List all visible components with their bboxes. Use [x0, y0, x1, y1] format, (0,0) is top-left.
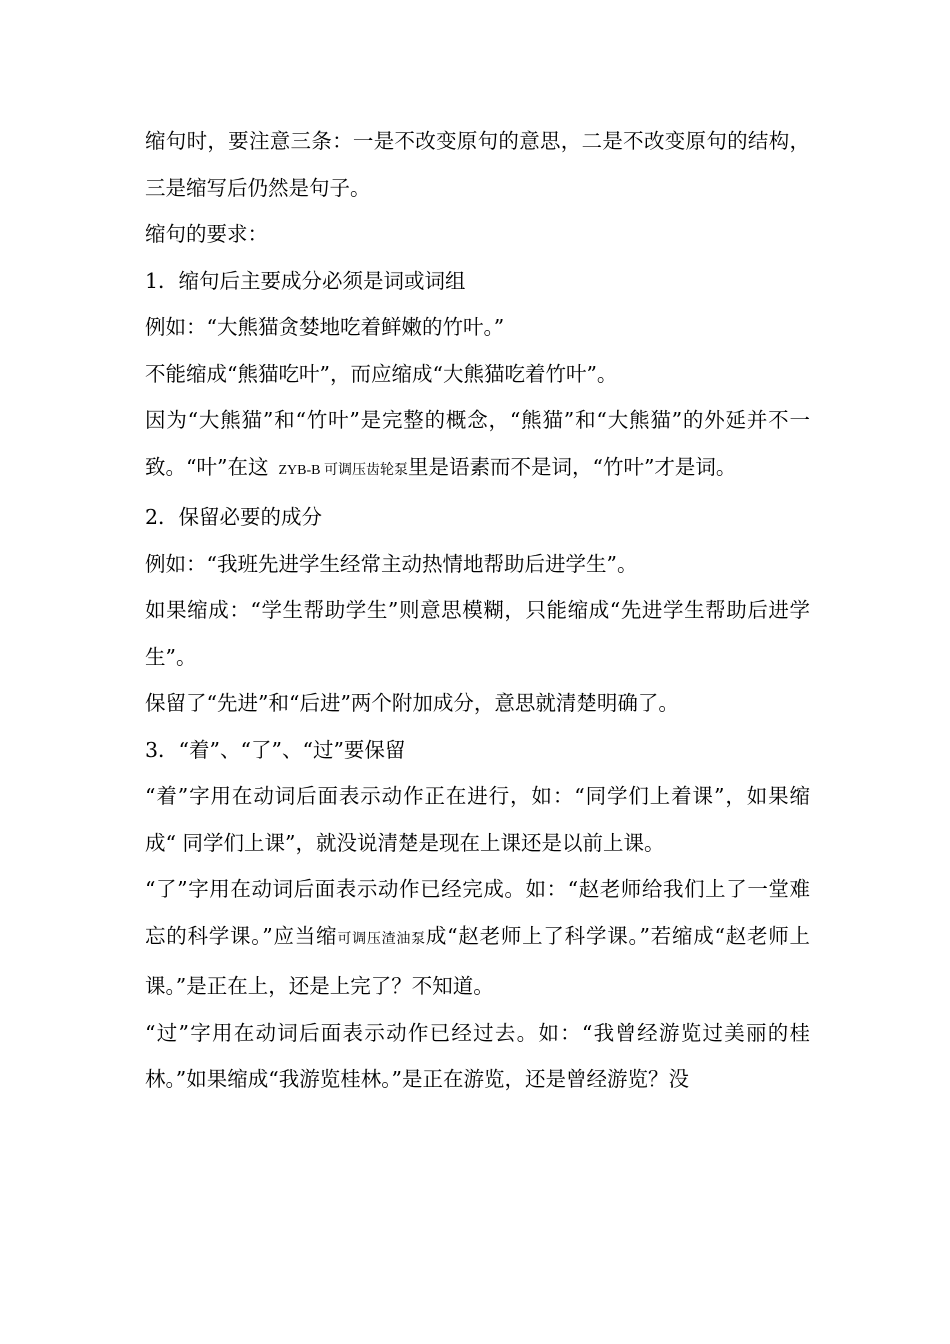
paragraph-rule-3-le-part-1: “了”字用在动词后面表示动作已经完成。如：“赵老师给我们上了一堂难忘的科学课。”应当缩: [145, 877, 810, 948]
document-body: [145, 118, 810, 1103]
paragraph-rule-1-heading: 1．缩句后主要成分必须是词或词组: [145, 268, 466, 293]
paragraph-intro: 缩句时，要注意三条：一是不改变原句的意思，二是不改变原句的结构，三是缩写后仍然是句子。: [145, 129, 810, 200]
paragraph-rule-2-heading: 2．保留必要的成分: [145, 505, 323, 529]
paragraph-rule-2-correction: 如果缩成：“学生帮助学生”则意思模糊，只能缩成“先进学生帮助后进学生”。: [145, 598, 810, 669]
paragraph-requirements-heading: 缩句的要求：: [145, 222, 268, 246]
inline-product-text-residue-oil-pump: 可调压渣油泵: [337, 931, 426, 947]
paragraph-rule-1-example: 例如：“大熊猫贪婪地吃着鲜嫩的竹叶。”: [145, 315, 505, 339]
paragraph-rule-3-guo: “过”字用在动词后面表示动作已经过去。如：“我曾经游览过美丽的桂林。”如果缩成“我游览桂林。”是正在游览，还是曾经游览？没: [145, 1020, 810, 1091]
paragraph-rule-1-explanation-part-2: 里是语素而不是词，“竹叶”才是词。: [407, 454, 737, 479]
paragraph-rule-3-heading: 3．“着”、“了”、“过”要保留: [145, 737, 406, 762]
paragraph-rule-2-example: 例如：“我班先进学生经常主动热情地帮助后进学生”。: [145, 551, 638, 576]
paragraph-rule-3-le: [145, 866, 810, 1010]
inline-product-text-gear-pump: ZYB-B 可调压齿轮泵: [278, 462, 408, 478]
paragraph-rule-2-explanation: 保留了“先进”和“后进”两个附加成分，意思就清楚明确了。: [145, 691, 679, 715]
paragraph-rule-1-correction: 不能缩成“熊猫吃叶”，而应缩成“大熊猫吃着竹叶”。: [145, 361, 618, 386]
paragraph-rule-3-le-part-2: 成“赵老师上了科学课。”若缩成“赵老师上课。”是正在上，还是上完了？不知道。: [145, 923, 810, 998]
paragraph-rule-1-explanation: [145, 397, 810, 494]
paragraph-rule-3-zhe: “着”字用在动词后面表示动作正在进行，如：“同学们上着课”，如果缩成“ 同学们上课”，就没说清楚是现在上课还是以前上课。: [145, 784, 810, 855]
paragraph-rule-1-explanation-part-1: 因为“大熊猫”和“竹叶”是完整的概念，“熊猫”和“大熊猫”的外延并不一致。“叶”在这: [145, 408, 810, 479]
